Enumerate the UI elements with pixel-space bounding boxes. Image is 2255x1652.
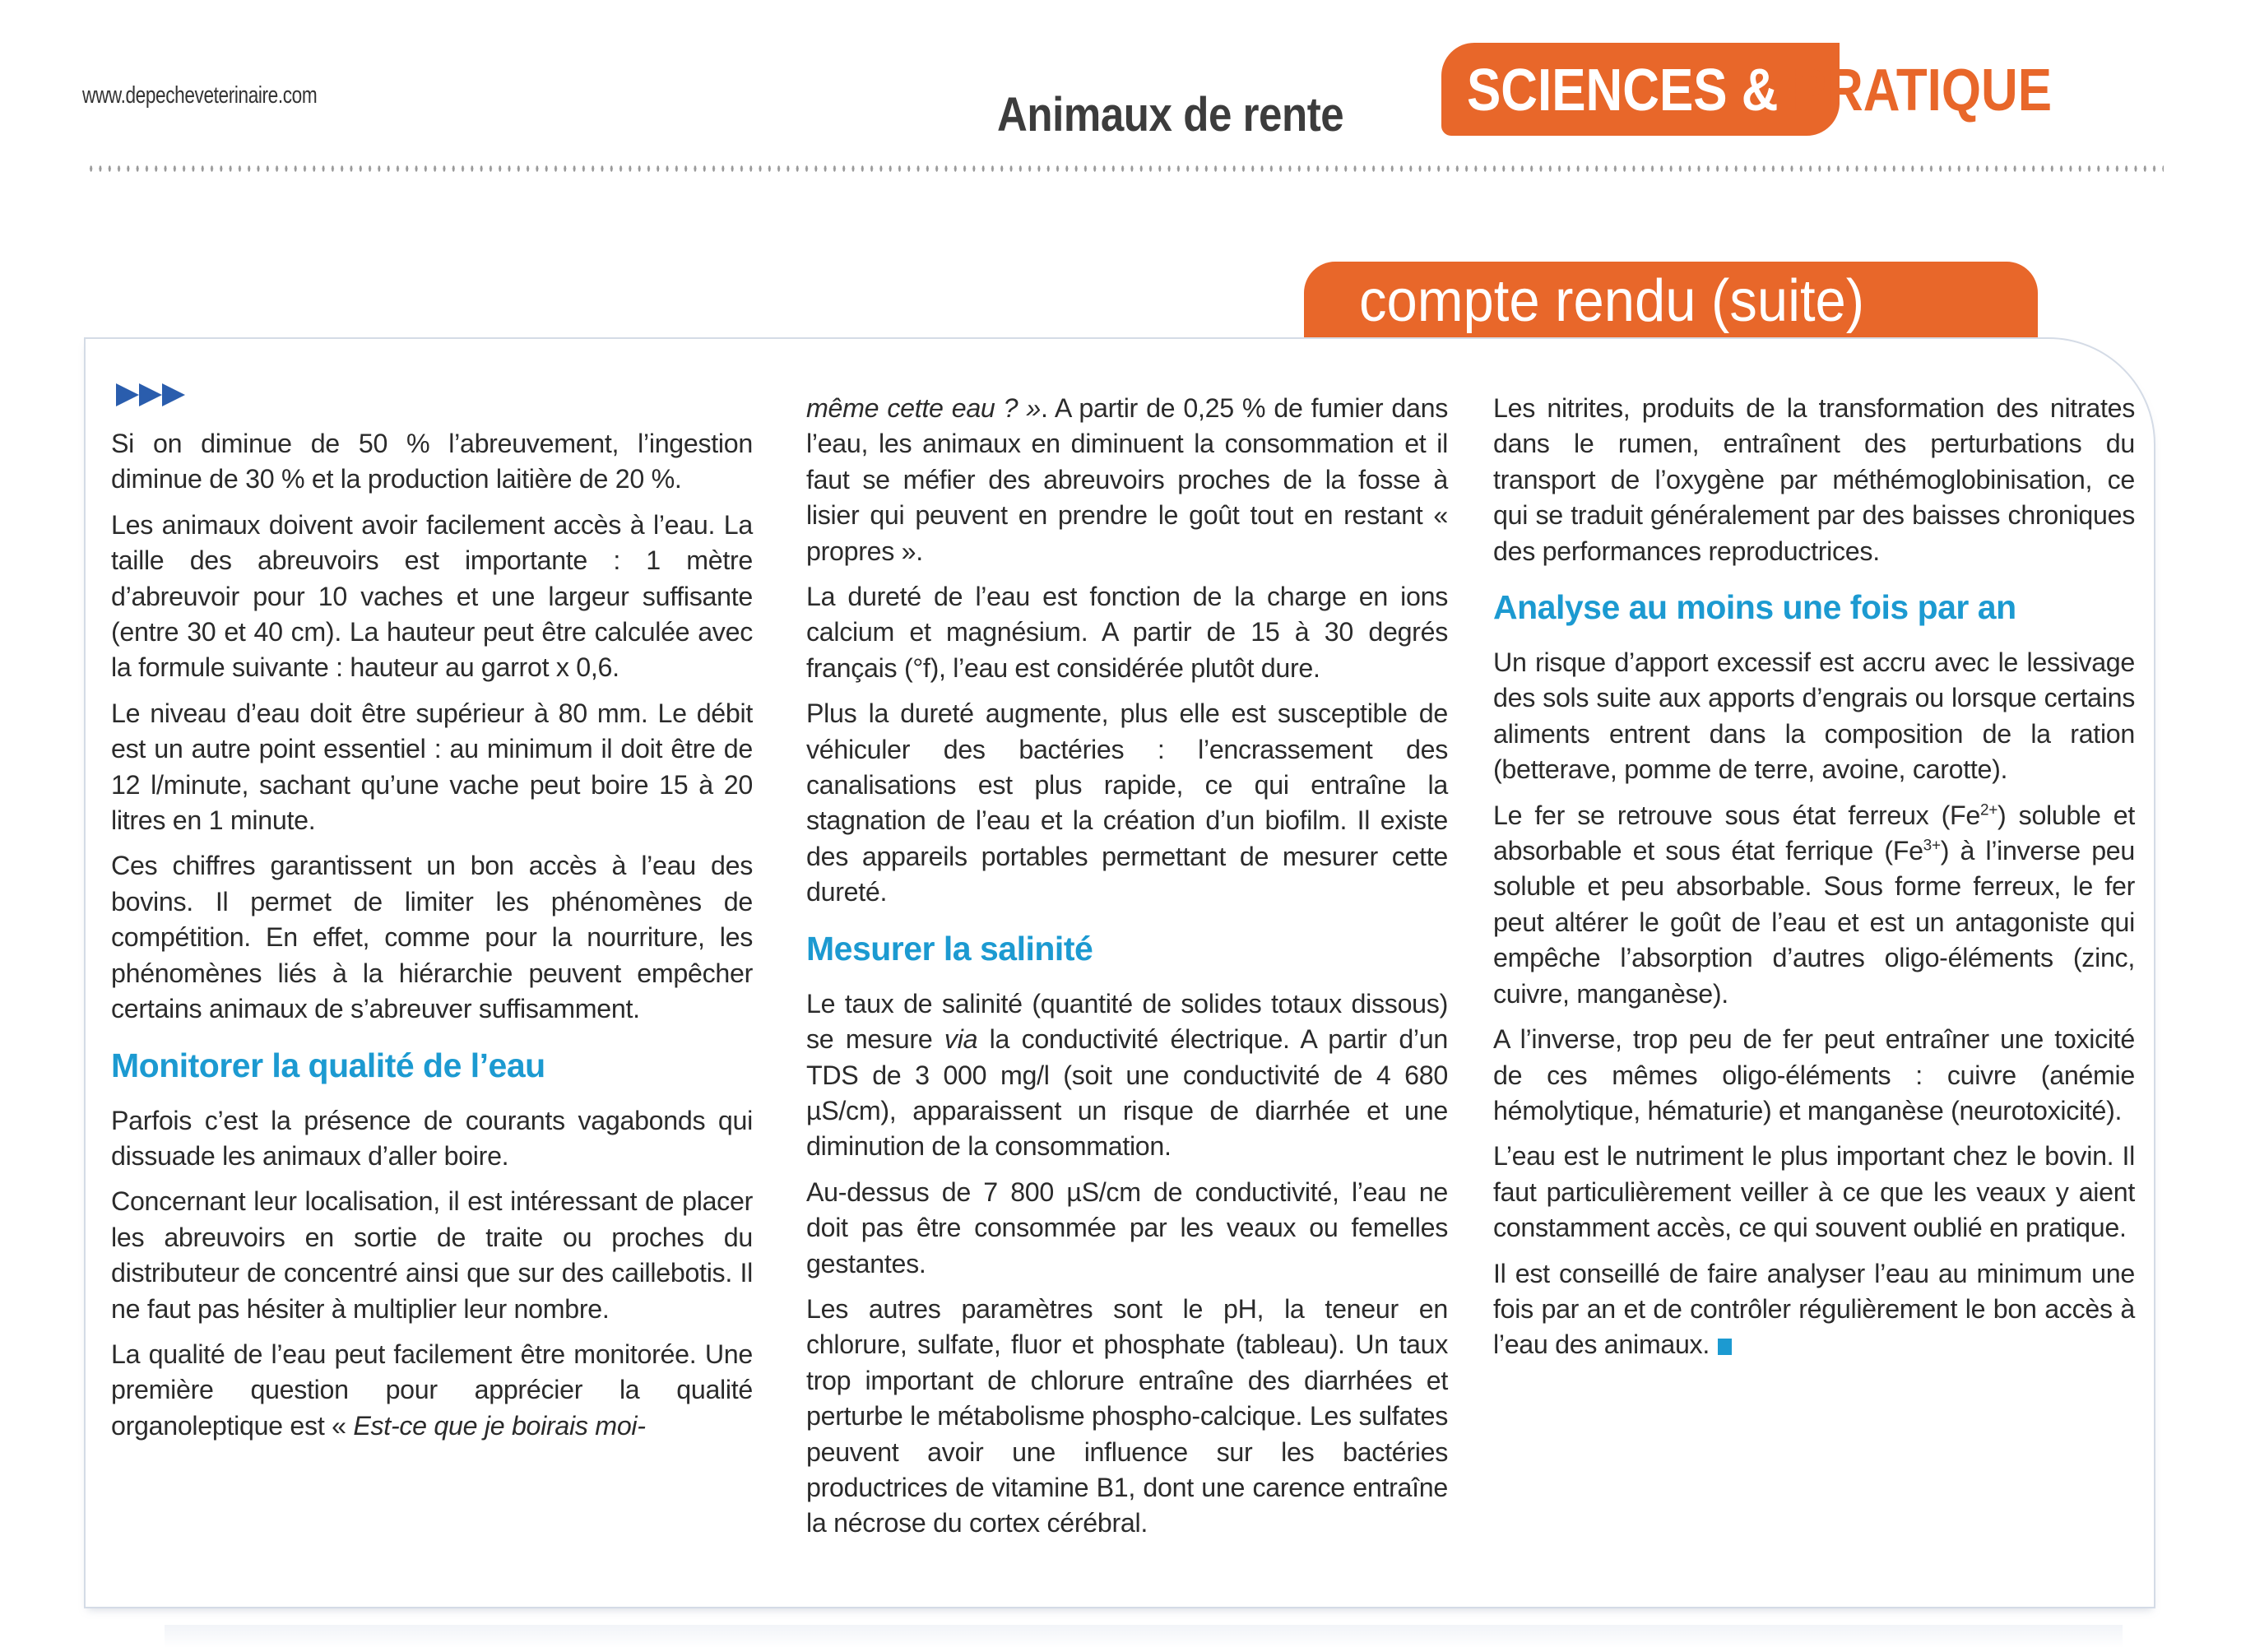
paragraph: Un risque d’apport excessif est accru avec le lessivage des sols suite aux apports d’engrais ou lorsque certains aliments entrent dans la composition de la ration (betterave, pomme de terre, avoine, carotte). [1493, 647, 2135, 785]
arrow-icon [162, 383, 185, 406]
paragraph: Les animaux doivent avoir facilement accès à l’eau. La taille des abreuvoirs est importante : 1 mètre d’abreuvoir pour 10 vaches et une largeur suffisante (entre 30 et 40 cm). La hauteur peut être calculée avec la formule suivante : hauteur au garrot x 0,6. [111, 509, 753, 683]
dotted-divider [86, 165, 2164, 173]
bleed-through-shadow [165, 1625, 2123, 1648]
section-heading: Mesurer la salinité [806, 929, 1093, 968]
quote-italic: même cette eau ? » [806, 393, 1041, 423]
paragraph [1493, 1256, 2135, 1363]
site-url[interactable]: www.depecheveterinaire.com [82, 82, 318, 109]
paragraph: Le niveau d’eau doit être supérieur à 80 mm. Le débit est un autre point essentiel : au minimum il doit être de 12 l/minute, sachant qu’une vache peut boire 15 à 20 litres en 1 minute. [111, 698, 753, 836]
paragraph: Ces chiffres garantissent un bon accès à l’eau des bovins. Il permet de limiter les phénomènes de compétition. En effet, comme pour la nourriture, les phénomènes liés à la hiérarchie peuvent empêcher certains animaux de s’abreuver suffisamment. [111, 851, 753, 1024]
article-type-label: compte rendu (suite) [1359, 268, 1865, 334]
paragraph: Les nitrites, produits de la transformation des nitrates dans le rumen, entraînent des perturbations du transport de l’oxygène par méthémoglobinisation, ce qui se traduit généralement par des baisses chroniques des performances reproductrices. [1493, 393, 2135, 566]
paragraph: Si on diminue de 50 % l’abreuvement, l’ingestion diminue de 30 % et la production laitière de 20 %. [111, 429, 753, 494]
section-heading: Analyse au moins une fois par an [1493, 588, 2016, 627]
superscript: 3+ [1923, 837, 1941, 855]
paragraph-text: La qualité de l’eau peut facilement être monitorée. Une première question pour apprécier la qualité organoleptique est « [111, 1339, 753, 1441]
section-title-part2: PRATIQUE [1792, 58, 2053, 123]
quote-italic: Est-ce que je boirais moi- [353, 1410, 646, 1441]
section-title-part1: SCIENCES & [1467, 58, 1779, 123]
paragraph-text: ) à l’inverse peu soluble et peu absorbable. Sous forme ferreux, le fer peut altérer le goût de l’eau et est un antagoniste qui empêche l’absorption d’autres oligo-éléments (zinc, cuivre, manganèse). [1493, 836, 2135, 1009]
paragraph-text: Le fer se retrouve sous état ferreux (Fe [1493, 800, 1980, 830]
paragraph: A l’inverse, trop peu de fer peut entraîner une toxicité de ces mêmes oligo-éléments : cuivre (anémie hémolytique, hématurie) et manganèse (neurotoxicité). [1493, 1024, 2135, 1125]
paragraph [806, 391, 1448, 569]
superscript: 2+ [1979, 800, 1998, 819]
paragraph: Plus la dureté augmente, plus elle est susceptible de véhiculer des bactéries : l’encrassement des canalisations est plus rapide, ce qui entraîne la stagnation de l’eau et la création d’un biofilm. Il existe des appareils portables permettant de mesurer cette dureté. [806, 698, 1448, 907]
paragraph: La dureté de l’eau est fonction de la charge en ions calcium et magnésium. A partir de 15 à 30 degrés français (°f), l’eau est considérée plutôt dure. [806, 582, 1448, 683]
article-column-3 [1493, 391, 2135, 1373]
paragraph [111, 1337, 753, 1444]
paragraph [1493, 798, 2135, 1012]
paragraph: Parfois c’est la présence de courants vagabonds qui dissuade les animaux d’aller boire. [111, 1105, 753, 1171]
paragraph-text: la conductivité électrique. A partir d’un TDS de 3 000 mg/l (soit une conductivité de 4 680 µS/cm), apparaissent un risque de diarrhée et une diminution de la consommation. [806, 1024, 1448, 1162]
triple-arrow-icon [116, 383, 185, 406]
paragraph-text: Le taux de salinité (quantité de solides totaux dissous) se mesure [806, 988, 1448, 1055]
paragraph-text: ) soluble et absorbable et sous état ferrique (Fe [1493, 800, 2135, 866]
paragraph: Les autres paramètres sont le pH, la teneur en chlorure, sulfate, fluor et phosphate (tableau). Un taux trop important de chlorure entraîne des diarrhées et perturbe le métabolisme phospho-calcique. Les sulfates peuvent avoir une influence sur les bactéries productrices de vitamine B1, dont une carence entraîne la nécrose du cortex cérébral. [806, 1293, 1449, 1538]
section-heading: Monitorer la qualité de l’eau [111, 1046, 545, 1084]
article-column-2 [806, 391, 1448, 1552]
paragraph: Concernant leur localisation, il est intéressant de placer les abreuvoirs en sortie de traite ou proches du distributeur de concentré ainsi que sur des caillebotis. Il ne faut pas hésiter à multiplier leur nombre. [111, 1186, 753, 1324]
article-column-1 [111, 426, 753, 1454]
paragraph [806, 986, 1448, 1165]
square-end-mark-icon [1718, 1339, 1732, 1355]
arrow-icon [116, 383, 139, 406]
arrow-icon [139, 383, 162, 406]
paragraph-text: . A partir de 0,25 % de fumier dans l’eau, les animaux en diminuent la consommation et il faut se méfier des abreuvoirs proches de la fosse à lisier qui peuvent en prendre le goût tout en restant « propres ». [806, 393, 1448, 566]
paragraph: L’eau est le nutriment le plus important chez le bovin. Il faut particulièrement veiller à ce que les veaux y aient constamment accès, ce qui souvent oublié en pratique. [1493, 1141, 2135, 1243]
section-title [1467, 58, 2052, 123]
rubric-title: Animaux de rente [997, 88, 1344, 142]
italic-word: via [944, 1024, 978, 1055]
paragraph-text: Il est conseillé de faire analyser l’eau au minimum une fois par an et de contrôler régulièrement le bon accès à l’eau des animaux. [1493, 1258, 2135, 1360]
paragraph: Au-dessus de 7 800 µS/cm de conductivité, l’eau ne doit pas être consommée par les veaux ou femelles gestantes. [806, 1176, 1448, 1278]
